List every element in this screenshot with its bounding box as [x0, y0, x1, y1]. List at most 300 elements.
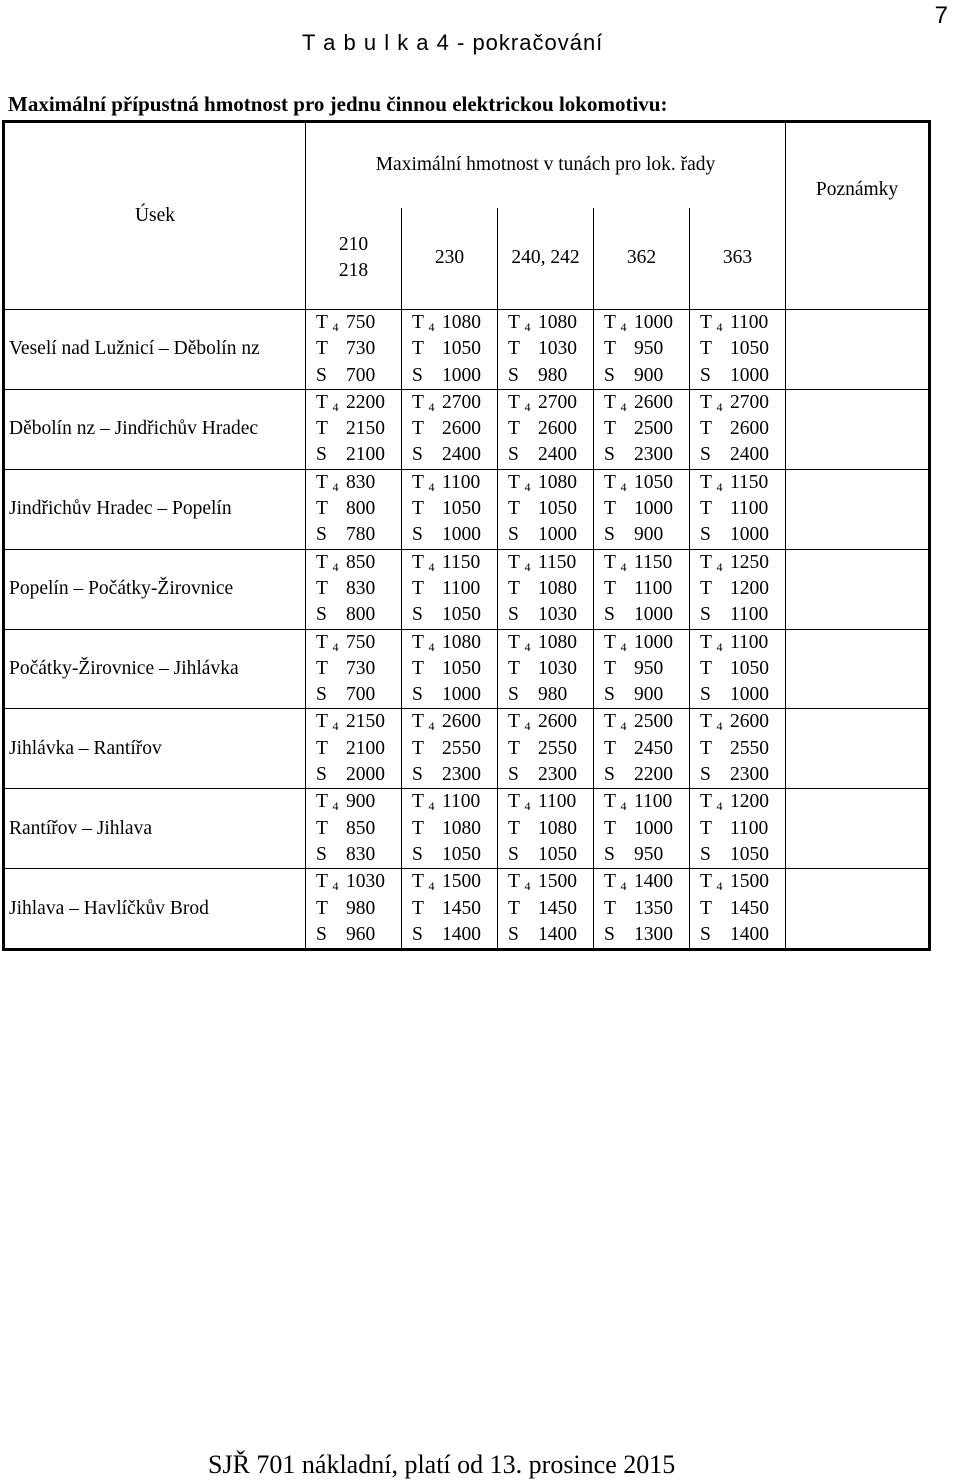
weight-value-line: [316, 442, 401, 468]
weight-value: 1030: [538, 657, 577, 679]
segment-name: Jihlávka – Rantířov: [4, 709, 306, 789]
prefix-letter: S: [700, 684, 711, 706]
weight-value-line: [412, 442, 497, 468]
line-prefix: [412, 922, 442, 948]
prefix-letter: T: [316, 631, 328, 653]
prefix-letter: S: [508, 524, 519, 546]
weight-value: 2600: [442, 418, 481, 440]
line-prefix: [604, 736, 634, 762]
line-prefix: [604, 496, 634, 522]
table-row: [4, 869, 930, 950]
weight-cell: [402, 549, 498, 629]
line-prefix: [604, 869, 634, 895]
line-prefix: [412, 630, 442, 656]
weight-value-line: [700, 496, 785, 522]
weight-value-line: [316, 522, 401, 548]
line-prefix: [700, 416, 730, 442]
weight-value-line: [412, 496, 497, 522]
weight-value: 1000: [730, 364, 769, 386]
weight-value: 750: [346, 312, 376, 333]
weight-value: 1100: [730, 498, 769, 520]
weight-value-line: [412, 842, 497, 868]
prefix-letter: S: [700, 604, 711, 626]
weight-value: 1300: [634, 923, 673, 945]
prefix-letter: S: [316, 684, 327, 706]
weight-cell: [690, 869, 786, 950]
weight-value-line: [316, 550, 401, 576]
prefix-letter: T: [412, 498, 424, 520]
prefix-letter: T: [604, 871, 616, 893]
prefix-letter: T: [316, 418, 328, 440]
weight-value-line: [412, 550, 497, 576]
prefix-letter: T: [508, 577, 520, 599]
prefix-letter: S: [508, 444, 519, 466]
line-prefix: [316, 496, 346, 522]
prefix-letter: T: [316, 737, 328, 759]
line-prefix: [412, 656, 442, 682]
prefix-subscript: 4: [620, 399, 627, 414]
weight-value: 2500: [634, 418, 673, 440]
line-prefix: [508, 922, 538, 948]
prefix-letter: S: [604, 524, 615, 546]
prefix-subscript: 4: [716, 559, 723, 574]
prefix-letter: T: [508, 737, 520, 759]
prefix-letter: T: [412, 391, 424, 413]
table-row: [4, 310, 930, 390]
weight-value: 1100: [442, 577, 481, 599]
prefix-letter: T: [604, 577, 616, 599]
weight-cell: [498, 549, 594, 629]
weight-value: 1000: [634, 817, 673, 839]
prefix-letter: T: [604, 338, 616, 360]
weight-cell: [306, 709, 402, 789]
weight-value: 2700: [538, 391, 577, 413]
weight-value-line: [604, 576, 689, 602]
prefix-letter: T: [316, 471, 328, 493]
prefix-letter: S: [700, 444, 711, 466]
prefix-letter: S: [316, 444, 327, 466]
prefix-letter: T: [508, 897, 520, 919]
weight-value-line: [700, 709, 785, 735]
weight-value-line: [604, 442, 689, 468]
weight-value: 830: [346, 471, 376, 493]
weight-cell: [402, 789, 498, 869]
weight-value-line: [316, 602, 401, 628]
weight-value: 1030: [346, 871, 385, 893]
weight-value-line: [412, 869, 497, 895]
weight-value-line: [412, 656, 497, 682]
weight-value: 1100: [442, 791, 481, 813]
weight-value: 1250: [730, 551, 769, 573]
weight-value-line: [700, 842, 785, 868]
weight-value-line: [700, 442, 785, 468]
line-prefix: [604, 762, 634, 788]
weight-value-line: [604, 656, 689, 682]
prefix-letter: T: [700, 577, 712, 599]
weight-value: 1080: [538, 631, 577, 653]
weight-value-line: [700, 522, 785, 548]
prefix-subscript: 4: [716, 879, 723, 894]
weight-value-line: [412, 896, 497, 922]
prefix-letter: T: [604, 737, 616, 759]
weight-value-line: [508, 576, 593, 602]
prefix-letter: S: [700, 843, 711, 865]
weight-value: 2600: [538, 418, 577, 440]
weight-value: 2600: [730, 711, 769, 733]
weight-value-line: [316, 656, 401, 682]
weight-value-line: [412, 922, 497, 948]
prefix-letter: T: [700, 897, 712, 919]
line-prefix: [412, 363, 442, 389]
line-prefix: [508, 816, 538, 842]
prefix-letter: S: [604, 444, 615, 466]
prefix-letter: S: [508, 923, 519, 945]
weight-value-line: [604, 736, 689, 762]
weight-cell: [306, 389, 402, 469]
prefix-subscript: 4: [428, 639, 435, 654]
notes-cell: [786, 789, 930, 869]
header-series-363: 363: [690, 208, 786, 310]
prefix-letter: T: [316, 577, 328, 599]
weight-value-line: [604, 390, 689, 416]
line-prefix: [316, 762, 346, 788]
weight-value-line: [700, 789, 785, 815]
weight-value: 1050: [730, 338, 769, 360]
weight-value-line: [508, 416, 593, 442]
line-prefix: [604, 363, 634, 389]
weight-value-line: [508, 709, 593, 735]
prefix-letter: T: [604, 897, 616, 919]
line-prefix: [316, 470, 346, 496]
prefix-letter: T: [412, 631, 424, 653]
weight-value-line: [316, 682, 401, 708]
prefix-letter: T: [412, 338, 424, 360]
weight-value: 1200: [730, 577, 769, 599]
weight-cell: [402, 469, 498, 549]
line-prefix: [316, 363, 346, 389]
prefix-letter: T: [412, 418, 424, 440]
prefix-letter: S: [604, 923, 615, 945]
line-prefix: [412, 682, 442, 708]
weight-value: 1500: [442, 871, 481, 893]
line-prefix: [412, 869, 442, 895]
weight-value-line: [412, 630, 497, 656]
weight-value: 2400: [442, 444, 481, 466]
prefix-subscript: 4: [716, 479, 723, 494]
weight-value: 1080: [538, 817, 577, 839]
weight-value-line: [316, 630, 401, 656]
weight-value-line: [604, 869, 689, 895]
weight-value: 830: [346, 577, 376, 599]
weight-value-line: [316, 709, 401, 735]
prefix-subscript: 4: [332, 399, 339, 414]
prefix-letter: T: [316, 897, 328, 919]
line-prefix: [412, 310, 442, 336]
line-prefix: [412, 709, 442, 735]
line-prefix: [700, 736, 730, 762]
weight-value-line: [508, 922, 593, 948]
prefix-subscript: 4: [524, 639, 531, 654]
prefix-letter: S: [412, 764, 423, 786]
weight-value-line: [700, 630, 785, 656]
weight-value: 1450: [730, 897, 769, 919]
prefix-letter: S: [316, 604, 327, 626]
weight-value: 1030: [538, 338, 577, 360]
weight-value: 2550: [730, 737, 769, 759]
prefix-letter: T: [412, 577, 424, 599]
weight-value-line: [412, 816, 497, 842]
weight-value-line: [700, 550, 785, 576]
weight-cell: [306, 310, 402, 390]
weight-value: 2200: [634, 764, 673, 786]
weight-cell: [690, 310, 786, 390]
weight-value-line: [604, 602, 689, 628]
line-prefix: [412, 736, 442, 762]
weight-cell: [402, 629, 498, 709]
weight-value-line: [316, 842, 401, 868]
weight-value-line: [412, 736, 497, 762]
line-prefix: [604, 896, 634, 922]
weight-value: 900: [634, 684, 664, 706]
weight-cell: [402, 709, 498, 789]
line-prefix: [508, 630, 538, 656]
weight-value-line: [412, 709, 497, 735]
line-prefix: [316, 842, 346, 868]
line-prefix: [508, 789, 538, 815]
prefix-letter: S: [604, 843, 615, 865]
line-prefix: [700, 762, 730, 788]
weight-value: 1080: [442, 817, 481, 839]
line-prefix: [412, 576, 442, 602]
prefix-subscript: 4: [716, 639, 723, 654]
weight-value: 1050: [442, 338, 481, 360]
weight-value: 850: [346, 817, 376, 839]
weight-value: 800: [346, 498, 376, 520]
prefix-letter: S: [412, 843, 423, 865]
weight-value: 1150: [442, 551, 481, 573]
line-prefix: [604, 416, 634, 442]
prefix-letter: T: [316, 498, 328, 520]
weight-cell: [498, 869, 594, 950]
line-prefix: [316, 789, 346, 815]
weight-value-line: [604, 310, 689, 336]
weight-value: 1100: [538, 791, 577, 813]
line-prefix: [508, 470, 538, 496]
weight-value-line: [604, 336, 689, 362]
line-prefix: [604, 709, 634, 735]
weight-value-line: [316, 762, 401, 788]
weight-cell: [594, 310, 690, 390]
weight-value: 2600: [442, 711, 481, 733]
weight-value: 1000: [538, 524, 577, 546]
line-prefix: [412, 416, 442, 442]
weight-value: 1000: [442, 364, 481, 386]
prefix-letter: T: [412, 471, 424, 493]
line-prefix: [508, 709, 538, 735]
prefix-subscript: 4: [716, 799, 723, 814]
header-series-240-242: 240, 242: [498, 208, 594, 310]
prefix-letter: S: [508, 684, 519, 706]
prefix-letter: T: [508, 791, 520, 813]
line-prefix: [316, 390, 346, 416]
prefix-letter: S: [604, 764, 615, 786]
prefix-subscript: 4: [332, 879, 339, 894]
weight-value: 2150: [346, 418, 385, 440]
weight-value-line: [700, 816, 785, 842]
weight-value-line: [508, 682, 593, 708]
line-prefix: [316, 442, 346, 468]
weight-value-line: [508, 363, 593, 389]
prefix-subscript: 4: [428, 399, 435, 414]
prefix-letter: T: [604, 657, 616, 679]
weight-value: 2600: [634, 391, 673, 413]
prefix-letter: T: [700, 871, 712, 893]
prefix-letter: T: [316, 657, 328, 679]
line-prefix: [316, 310, 346, 336]
line-prefix: [604, 336, 634, 362]
weight-value-line: [316, 816, 401, 842]
weight-value-line: [508, 842, 593, 868]
prefix-letter: T: [700, 551, 712, 573]
header-series-362: 362: [594, 208, 690, 310]
prefix-letter: T: [316, 711, 328, 733]
table-row: [4, 469, 930, 549]
weight-cell: [594, 389, 690, 469]
weight-value-line: [604, 709, 689, 735]
weight-value: 2700: [730, 391, 769, 413]
prefix-subscript: 4: [428, 320, 435, 334]
line-prefix: [700, 576, 730, 602]
weight-value: 1050: [538, 498, 577, 520]
line-prefix: [508, 550, 538, 576]
weight-value: 1050: [442, 657, 481, 679]
weight-value-line: [604, 363, 689, 389]
prefix-letter: S: [508, 843, 519, 865]
line-prefix: [700, 709, 730, 735]
segment-name: Děbolín nz – Jindřichův Hradec: [4, 389, 306, 469]
weight-cell: [402, 869, 498, 950]
prefix-letter: T: [508, 551, 520, 573]
prefix-letter: S: [412, 444, 423, 466]
prefix-subscript: 4: [716, 399, 723, 414]
weight-value: 2300: [730, 764, 769, 786]
prefix-letter: S: [604, 364, 615, 386]
prefix-letter: S: [316, 524, 327, 546]
weight-value: 980: [538, 684, 568, 706]
weight-value-line: [316, 470, 401, 496]
prefix-letter: T: [412, 551, 424, 573]
line-prefix: [700, 310, 730, 336]
weight-value-line: [604, 550, 689, 576]
prefix-letter: T: [700, 498, 712, 520]
weight-value-line: [604, 630, 689, 656]
weight-value-line: [604, 522, 689, 548]
weight-value-line: [508, 789, 593, 815]
weight-value-line: [316, 390, 401, 416]
weight-value-line: [700, 336, 785, 362]
line-prefix: [700, 816, 730, 842]
line-prefix: [700, 550, 730, 576]
weight-value: 2550: [538, 737, 577, 759]
line-prefix: [604, 310, 634, 336]
weight-value-line: [604, 470, 689, 496]
weight-value-line: [700, 682, 785, 708]
line-prefix: [508, 842, 538, 868]
prefix-subscript: 4: [428, 559, 435, 574]
prefix-subscript: 4: [524, 879, 531, 894]
weight-value-line: [508, 602, 593, 628]
weight-value: 2000: [346, 764, 385, 786]
weight-value-line: [508, 816, 593, 842]
prefix-subscript: 4: [428, 719, 435, 734]
prefix-subscript: 4: [428, 799, 435, 814]
weight-value-line: [604, 762, 689, 788]
line-prefix: [316, 656, 346, 682]
prefix-letter: T: [604, 471, 616, 493]
prefix-letter: T: [412, 737, 424, 759]
line-prefix: [604, 576, 634, 602]
line-prefix: [316, 522, 346, 548]
weight-value: 2200: [346, 391, 385, 413]
weight-value: 1080: [442, 312, 481, 333]
line-prefix: [508, 496, 538, 522]
line-prefix: [508, 363, 538, 389]
weight-value: 1080: [442, 631, 481, 653]
segment-name: Rantířov – Jihlava: [4, 789, 306, 869]
weight-value: 730: [346, 657, 376, 679]
prefix-letter: S: [508, 764, 519, 786]
weight-cell: [594, 709, 690, 789]
weight-value-line: [700, 896, 785, 922]
line-prefix: [412, 442, 442, 468]
weight-value-line: [604, 416, 689, 442]
weight-value-line: [412, 682, 497, 708]
weight-value: 830: [346, 843, 376, 865]
prefix-letter: T: [700, 711, 712, 733]
weight-value: 2300: [538, 764, 577, 786]
weight-value: 800: [346, 604, 376, 626]
prefix-letter: S: [508, 364, 519, 386]
weight-value: 2600: [538, 711, 577, 733]
weight-value-line: [412, 762, 497, 788]
weight-value: 1350: [634, 897, 673, 919]
prefix-letter: T: [604, 312, 616, 333]
weight-value-line: [412, 470, 497, 496]
weight-value: 1100: [730, 604, 769, 626]
weight-value: 2300: [442, 764, 481, 786]
weight-value: 1100: [730, 631, 769, 653]
max-weight-table: [2, 120, 931, 951]
prefix-letter: S: [316, 923, 327, 945]
table-body: [4, 310, 930, 950]
prefix-letter: S: [700, 923, 711, 945]
line-prefix: [316, 550, 346, 576]
segment-name: Veselí nad Lužnicí – Děbolín nz: [4, 310, 306, 390]
weight-value: 1100: [634, 577, 673, 599]
prefix-letter: S: [412, 604, 423, 626]
footer: SJŘ 701 nákladní, platí od 13. prosince 2015: [208, 1450, 676, 1479]
weight-value-line: [412, 336, 497, 362]
weight-value: 1050: [442, 843, 481, 865]
prefix-letter: T: [316, 791, 328, 813]
weight-value-line: [412, 522, 497, 548]
weight-value: 700: [346, 364, 376, 386]
weight-value-line: [412, 363, 497, 389]
prefix-letter: T: [508, 418, 520, 440]
weight-value-line: [700, 869, 785, 895]
prefix-subscript: 4: [332, 799, 339, 814]
weight-value: 1450: [442, 897, 481, 919]
